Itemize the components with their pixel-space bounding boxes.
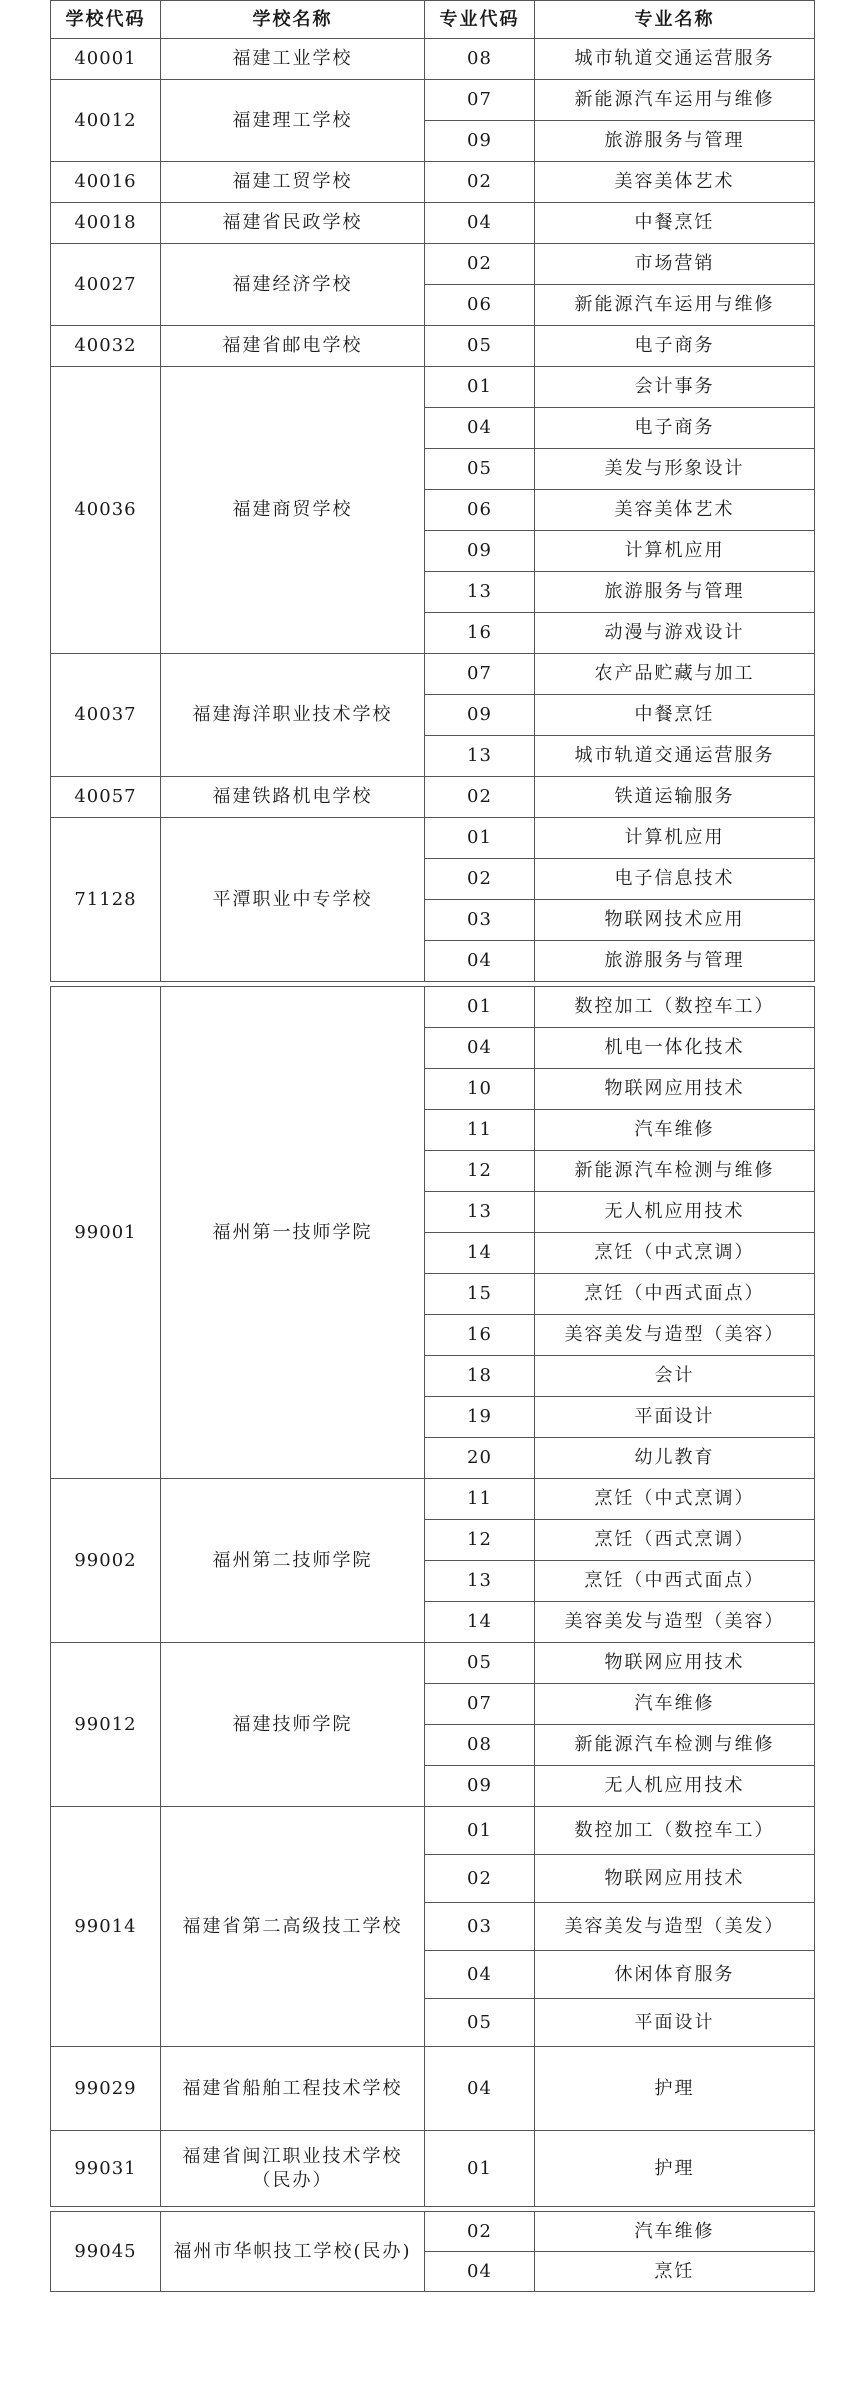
school-code-cell: 99029 (51, 2047, 161, 2131)
school-name-cell: 福建工贸学校 (161, 162, 425, 203)
major-code-cell: 02 (425, 2212, 535, 2252)
major-code-cell: 02 (425, 1855, 535, 1903)
school-code-cell: 99014 (51, 1807, 161, 2047)
major-name-cell: 美发与形象设计 (535, 449, 815, 490)
major-code-cell: 16 (425, 1315, 535, 1356)
major-name-cell: 物联网技术应用 (535, 900, 815, 941)
major-code-cell: 14 (425, 1602, 535, 1643)
major-code-cell: 03 (425, 1903, 535, 1951)
major-code-cell: 11 (425, 1110, 535, 1151)
major-name-cell: 无人机应用技术 (535, 1192, 815, 1233)
table-body (51, 39, 815, 2292)
table-row (51, 2131, 815, 2207)
school-name-cell: 福建省民政学校 (161, 203, 425, 244)
major-name-cell: 新能源汽车运用与维修 (535, 80, 815, 121)
major-name-cell: 美容美体艺术 (535, 162, 815, 203)
major-name-cell: 烹饪（中西式面点） (535, 1561, 815, 1602)
table-row (51, 987, 815, 1028)
table-row (51, 818, 815, 859)
major-name-cell: 幼儿教育 (535, 1438, 815, 1479)
school-code-cell: 99002 (51, 1479, 161, 1643)
school-code-cell: 40037 (51, 654, 161, 777)
major-name-cell: 动漫与游戏设计 (535, 613, 815, 654)
school-name-cell: 福建理工学校 (161, 80, 425, 162)
major-name-cell: 烹饪（中式烹调） (535, 1233, 815, 1274)
major-name-cell: 汽车维修 (535, 2212, 815, 2252)
major-name-cell: 新能源汽车运用与维修 (535, 285, 815, 326)
school-code-cell: 71128 (51, 818, 161, 982)
table-row (51, 80, 815, 121)
major-name-cell: 电子商务 (535, 326, 815, 367)
school-name-cell: 福州第一技师学院 (161, 987, 425, 1479)
major-code-cell: 02 (425, 859, 535, 900)
school-code-cell: 40012 (51, 80, 161, 162)
table-row (51, 39, 815, 80)
major-name-cell: 美容美发与造型（美容） (535, 1602, 815, 1643)
major-name-cell: 休闲体育服务 (535, 1951, 815, 1999)
major-code-cell: 05 (425, 1643, 535, 1684)
school-name-cell: 福建经济学校 (161, 244, 425, 326)
school-code-cell: 40001 (51, 39, 161, 80)
school-name-cell: 福建铁路机电学校 (161, 777, 425, 818)
school-name-cell: 福建工业学校 (161, 39, 425, 80)
major-name-cell: 物联网应用技术 (535, 1069, 815, 1110)
major-code-cell: 04 (425, 203, 535, 244)
major-code-cell: 20 (425, 1438, 535, 1479)
school-name-cell: 福建省闽江职业技术学校（民办） (161, 2131, 425, 2207)
major-name-cell: 汽车维修 (535, 1684, 815, 1725)
major-name-cell: 新能源汽车检测与维修 (535, 1151, 815, 1192)
table-row (51, 1479, 815, 1520)
school-name-cell: 平潭职业中专学校 (161, 818, 425, 982)
major-code-cell: 02 (425, 244, 535, 285)
major-name-cell: 会计 (535, 1356, 815, 1397)
school-name-cell: 福州市华帜技工学校(民办) (161, 2212, 425, 2292)
table-row (51, 2212, 815, 2252)
table-row (51, 1807, 815, 1855)
major-code-cell: 07 (425, 1684, 535, 1725)
major-code-cell: 03 (425, 900, 535, 941)
major-name-cell: 美容美发与造型（美容） (535, 1315, 815, 1356)
major-name-cell: 中餐烹饪 (535, 695, 815, 736)
school-name-cell: 福建省船舶工程技术学校 (161, 2047, 425, 2131)
major-name-cell: 农产品贮藏与加工 (535, 654, 815, 695)
major-name-cell: 烹饪（西式烹调） (535, 1520, 815, 1561)
school-code-cell: 99031 (51, 2131, 161, 2207)
major-name-cell: 机电一体化技术 (535, 1028, 815, 1069)
major-code-cell: 07 (425, 654, 535, 695)
major-code-cell: 16 (425, 613, 535, 654)
major-name-cell: 会计事务 (535, 367, 815, 408)
major-code-cell: 10 (425, 1069, 535, 1110)
school-code-cell: 40032 (51, 326, 161, 367)
major-code-cell: 08 (425, 1725, 535, 1766)
major-code-cell: 02 (425, 162, 535, 203)
major-code-cell: 09 (425, 695, 535, 736)
major-name-cell: 平面设计 (535, 1397, 815, 1438)
major-code-cell: 09 (425, 121, 535, 162)
table-row (51, 326, 815, 367)
header-major-code: 专业代码 (425, 1, 535, 39)
major-code-cell: 06 (425, 285, 535, 326)
major-name-cell: 烹饪（中西式面点） (535, 1274, 815, 1315)
school-code-cell: 40016 (51, 162, 161, 203)
major-code-cell: 13 (425, 572, 535, 613)
school-name-cell: 福建技师学院 (161, 1643, 425, 1807)
table-row (51, 367, 815, 408)
table-row (51, 162, 815, 203)
table-row (51, 1643, 815, 1684)
major-name-cell: 平面设计 (535, 1999, 815, 2047)
school-name-cell: 福建商贸学校 (161, 367, 425, 654)
school-code-cell: 99012 (51, 1643, 161, 1807)
major-name-cell: 城市轨道交通运营服务 (535, 736, 815, 777)
major-name-cell: 烹饪（中式烹调） (535, 1479, 815, 1520)
major-name-cell: 城市轨道交通运营服务 (535, 39, 815, 80)
major-name-cell: 护理 (535, 2131, 815, 2207)
table-row (51, 654, 815, 695)
school-name-cell: 福建海洋职业技术学校 (161, 654, 425, 777)
major-name-cell: 烹饪 (535, 2252, 815, 2292)
major-code-cell: 18 (425, 1356, 535, 1397)
school-code-cell: 99001 (51, 987, 161, 1479)
school-code-cell: 40027 (51, 244, 161, 326)
major-code-cell: 13 (425, 736, 535, 777)
major-name-cell: 汽车维修 (535, 1110, 815, 1151)
table-header (51, 1, 815, 39)
major-code-cell: 02 (425, 777, 535, 818)
major-code-cell: 01 (425, 987, 535, 1028)
major-code-cell: 13 (425, 1192, 535, 1233)
header-row (51, 1, 815, 39)
major-name-cell: 中餐烹饪 (535, 203, 815, 244)
major-name-cell: 美容美体艺术 (535, 490, 815, 531)
major-code-cell: 01 (425, 1807, 535, 1855)
major-code-cell: 11 (425, 1479, 535, 1520)
major-name-cell: 美容美发与造型（美发） (535, 1903, 815, 1951)
major-code-cell: 19 (425, 1397, 535, 1438)
major-code-cell: 12 (425, 1520, 535, 1561)
major-name-cell: 数控加工（数控车工） (535, 987, 815, 1028)
school-name-cell: 福建省邮电学校 (161, 326, 425, 367)
major-name-cell: 新能源汽车检测与维修 (535, 1725, 815, 1766)
major-code-cell: 04 (425, 941, 535, 982)
major-name-cell: 物联网应用技术 (535, 1643, 815, 1684)
major-code-cell: 07 (425, 80, 535, 121)
school-code-cell: 40036 (51, 367, 161, 654)
major-code-cell: 06 (425, 490, 535, 531)
major-code-cell: 04 (425, 1028, 535, 1069)
table-row (51, 2047, 815, 2131)
school-code-cell: 40018 (51, 203, 161, 244)
major-name-cell: 旅游服务与管理 (535, 572, 815, 613)
major-name-cell: 铁道运输服务 (535, 777, 815, 818)
major-name-cell: 计算机应用 (535, 531, 815, 572)
major-code-cell: 04 (425, 2047, 535, 2131)
major-code-cell: 04 (425, 408, 535, 449)
major-code-cell: 05 (425, 326, 535, 367)
major-code-cell: 13 (425, 1561, 535, 1602)
major-code-cell: 01 (425, 818, 535, 859)
major-code-cell: 01 (425, 2131, 535, 2207)
major-code-cell: 05 (425, 449, 535, 490)
major-name-cell: 电子商务 (535, 408, 815, 449)
major-code-cell: 09 (425, 1766, 535, 1807)
major-name-cell: 无人机应用技术 (535, 1766, 815, 1807)
major-code-cell: 12 (425, 1151, 535, 1192)
table-row (51, 244, 815, 285)
document-page (50, 0, 814, 2292)
table-row (51, 203, 815, 244)
school-name-cell: 福州第二技师学院 (161, 1479, 425, 1643)
major-code-cell: 04 (425, 2252, 535, 2292)
major-name-cell: 旅游服务与管理 (535, 121, 815, 162)
major-code-cell: 04 (425, 1951, 535, 1999)
major-name-cell: 数控加工（数控车工） (535, 1807, 815, 1855)
major-code-cell: 05 (425, 1999, 535, 2047)
major-name-cell: 旅游服务与管理 (535, 941, 815, 982)
major-code-cell: 01 (425, 367, 535, 408)
header-school-code: 学校代码 (51, 1, 161, 39)
header-major-name: 专业名称 (535, 1, 815, 39)
table-row (51, 777, 815, 818)
major-code-cell: 09 (425, 531, 535, 572)
major-code-cell: 08 (425, 39, 535, 80)
school-major-table (50, 0, 815, 2292)
header-school-name: 学校名称 (161, 1, 425, 39)
major-name-cell: 计算机应用 (535, 818, 815, 859)
school-code-cell: 40057 (51, 777, 161, 818)
major-code-cell: 14 (425, 1233, 535, 1274)
major-name-cell: 护理 (535, 2047, 815, 2131)
school-code-cell: 99045 (51, 2212, 161, 2292)
school-name-cell: 福建省第二高级技工学校 (161, 1807, 425, 2047)
major-name-cell: 市场营销 (535, 244, 815, 285)
major-code-cell: 15 (425, 1274, 535, 1315)
major-name-cell: 物联网应用技术 (535, 1855, 815, 1903)
major-name-cell: 电子信息技术 (535, 859, 815, 900)
